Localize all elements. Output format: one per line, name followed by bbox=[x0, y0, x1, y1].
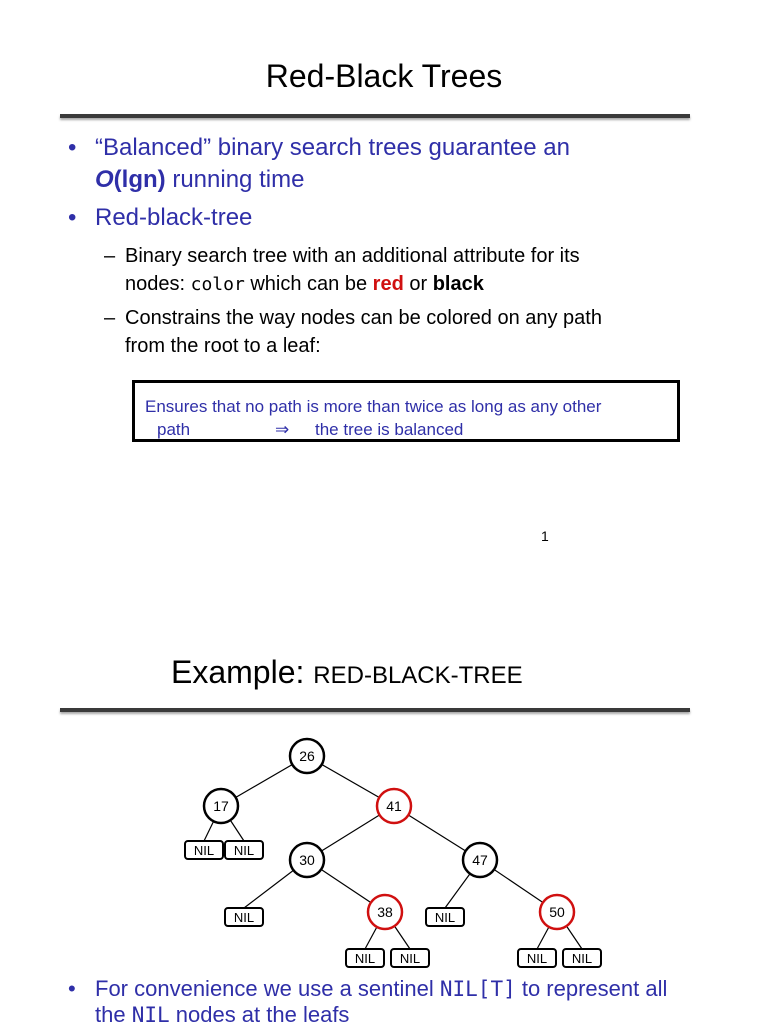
dash-marker: – bbox=[104, 307, 116, 329]
node-label: 26 bbox=[299, 748, 315, 764]
subbullet-line2: from the root to a leaf: bbox=[125, 335, 321, 357]
tree-node-38 bbox=[368, 895, 402, 929]
tree-node-50 bbox=[540, 895, 574, 929]
nil-leaf bbox=[518, 949, 556, 967]
code-nil-t: NIL[T] bbox=[439, 977, 516, 1001]
nil-label: NIL bbox=[399, 951, 421, 966]
subbullet-line1: Constrains the way nodes can be colored on any path bbox=[125, 307, 602, 329]
node-label: 47 bbox=[472, 852, 488, 868]
title-example: Example: bbox=[171, 654, 305, 690]
subbullet-line2: nodes: color which can be red or black bbox=[125, 273, 484, 295]
nil-label: NIL bbox=[233, 843, 255, 858]
code-color: color bbox=[190, 274, 245, 295]
nil-label: NIL bbox=[526, 951, 548, 966]
bullet-text-line2: O(lgn) running time bbox=[95, 166, 305, 193]
nil-leaf bbox=[563, 949, 601, 967]
nil-label: NIL bbox=[193, 843, 215, 858]
title-rbt: RED-BLACK-TREE bbox=[313, 662, 523, 689]
tree-node-26 bbox=[290, 739, 324, 773]
subbullet-constrains bbox=[104, 304, 704, 360]
red-black-tree-diagram bbox=[0, 620, 768, 980]
note-line1: Ensures that no path is more than twice as long as any other bbox=[145, 397, 602, 416]
nil-leaf bbox=[225, 908, 263, 926]
nil-leaf bbox=[225, 841, 263, 859]
bullet-balanced bbox=[68, 132, 708, 196]
dash-marker: – bbox=[104, 245, 116, 267]
bullet-marker: • bbox=[68, 976, 76, 1001]
title-rule bbox=[60, 114, 690, 118]
node-label: 41 bbox=[386, 798, 402, 814]
tree-node-17 bbox=[204, 789, 238, 823]
bullet-text-line1: “Balanced” binary search trees guarantee an bbox=[95, 134, 570, 161]
nil-label: NIL bbox=[434, 910, 456, 925]
tree-node-41 bbox=[377, 789, 411, 823]
bullet-line1: For convenience we use a sentinel NIL[T] to represent all bbox=[95, 976, 668, 1001]
note-line2: path ⇒ the tree is balanced bbox=[157, 420, 464, 439]
word-black: black bbox=[432, 273, 484, 295]
subbullet-line1: Binary search tree with an additional attribute for its bbox=[125, 245, 580, 267]
slide-2 bbox=[0, 620, 768, 1027]
nil-label: NIL bbox=[233, 910, 255, 925]
tree-node-47 bbox=[463, 843, 497, 877]
node-label: 50 bbox=[549, 904, 565, 920]
page-number: 1 bbox=[541, 528, 549, 544]
nil-label: NIL bbox=[354, 951, 376, 966]
nil-leaf bbox=[185, 841, 223, 859]
bullet-line2: the NIL nodes at the leafs bbox=[95, 1002, 350, 1027]
code-nil: NIL bbox=[131, 1003, 170, 1027]
node-label: 38 bbox=[377, 904, 393, 920]
node-label: 17 bbox=[213, 798, 229, 814]
lgn-term: lgn bbox=[121, 166, 158, 193]
bullet-red-black-tree bbox=[68, 202, 708, 234]
slide-title: Red-Black Trees bbox=[265, 58, 503, 94]
bullet-text: Red-black-tree bbox=[95, 204, 253, 231]
tree-node-30 bbox=[290, 843, 324, 877]
subbullet-attribute bbox=[104, 242, 704, 298]
node-label: 30 bbox=[299, 852, 315, 868]
nil-leaf bbox=[346, 949, 384, 967]
nil-label: NIL bbox=[571, 951, 593, 966]
nil-leaf bbox=[391, 949, 429, 967]
big-o: O bbox=[95, 166, 114, 193]
nil-leaf bbox=[426, 908, 464, 926]
bullet-marker: • bbox=[68, 134, 77, 161]
implies-arrow: ⇒ bbox=[275, 420, 290, 439]
balanced-note-box bbox=[132, 380, 680, 442]
bullet-marker: • bbox=[68, 204, 77, 231]
word-red: red bbox=[372, 273, 404, 295]
